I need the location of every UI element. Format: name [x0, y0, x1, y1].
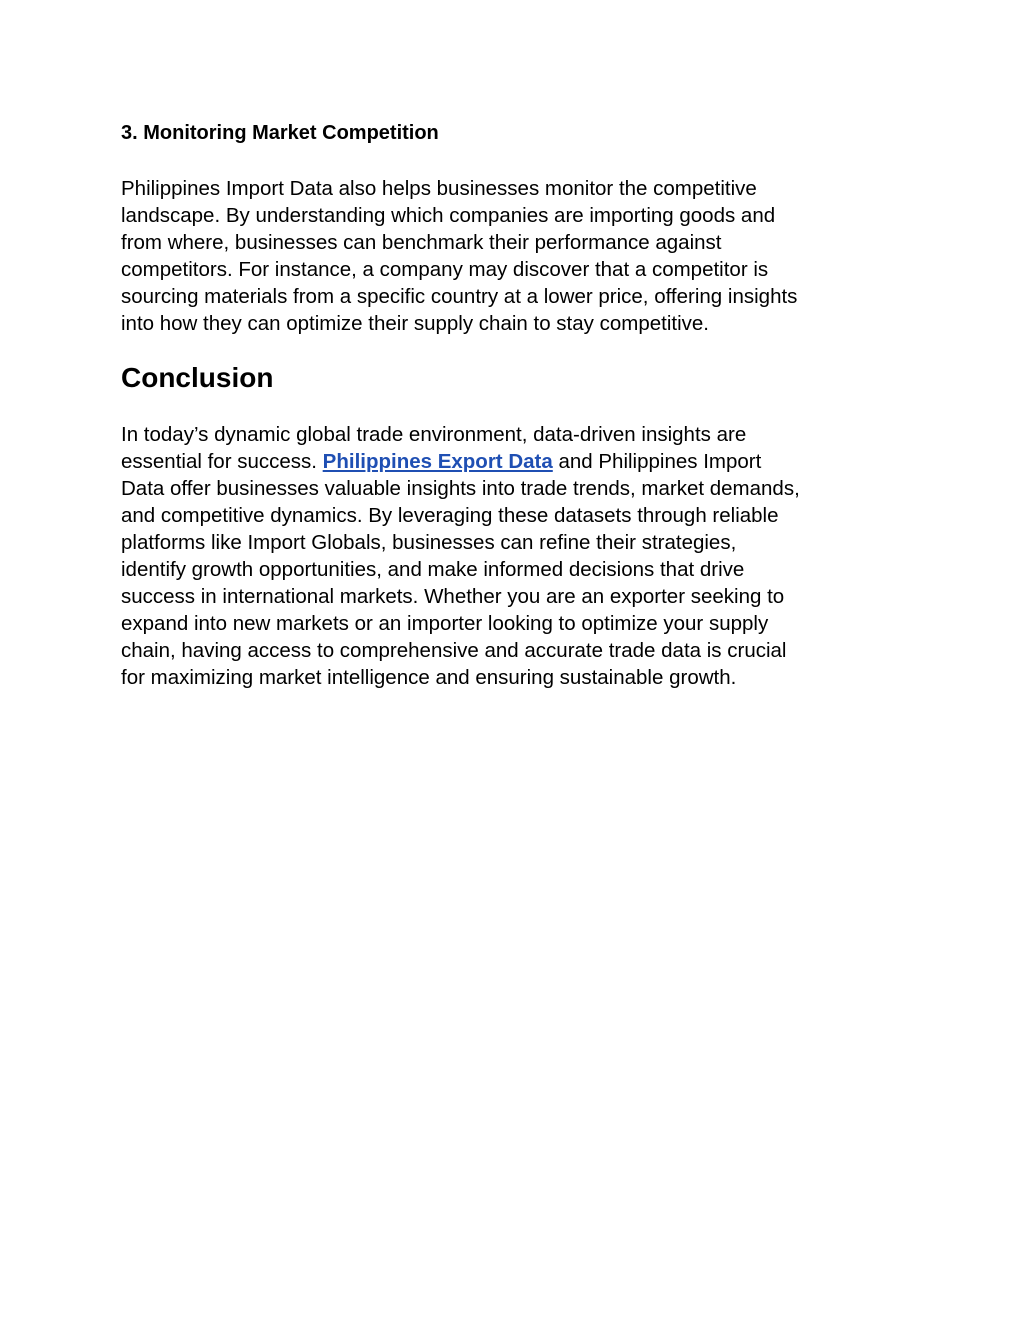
section-heading-monitoring-market-competition: 3. Monitoring Market Competition	[121, 122, 439, 144]
paragraph-line: expand into new markets or an importer looking to optimize your supply	[121, 612, 769, 635]
paragraph-line: platforms like Import Globals, businesses can refine their strategies,	[121, 531, 737, 554]
paragraph-line: Philippines Import Data also helps businesses monitor the competitive	[121, 177, 757, 200]
conclusion-heading: Conclusion	[121, 362, 274, 393]
conclusion-paragraph	[121, 421, 911, 691]
section-paragraph-monitoring	[121, 175, 911, 337]
document-page	[121, 118, 911, 691]
paragraph-line: landscape. By understanding which companies are importing goods and	[121, 204, 776, 227]
paragraph-line: sourcing materials from a specific country at a lower price, offering insights	[121, 285, 798, 308]
paragraph-text: and Philippines Import	[552, 450, 762, 473]
paragraph-line: chain, having access to comprehensive and accurate trade data is crucial	[121, 639, 787, 662]
paragraph-line: In today’s dynamic global trade environment, data-driven insights are	[121, 423, 747, 446]
paragraph-line: from where, businesses can benchmark their performance against	[121, 231, 722, 254]
paragraph-line: success in international markets. Whether you are an exporter seeking to	[121, 585, 785, 608]
paragraph-line: for maximizing market intelligence and ensuring sustainable growth.	[121, 666, 737, 689]
paragraph-line: competitors. For instance, a company may discover that a competitor is	[121, 258, 769, 281]
paragraph-line: identify growth opportunities, and make informed decisions that drive	[121, 558, 745, 581]
paragraph-line: and competitive dynamics. By leveraging these datasets through reliable	[121, 504, 779, 527]
paragraph-line: Data offer businesses valuable insights into trade trends, market demands,	[121, 477, 800, 500]
paragraph-line-with-link	[121, 448, 911, 475]
paragraph-line: into how they can optimize their supply chain to stay competitive.	[121, 312, 709, 335]
paragraph-text: essential for success.	[121, 450, 323, 473]
philippines-export-data-link[interactable]: Philippines Export Data	[322, 450, 553, 473]
